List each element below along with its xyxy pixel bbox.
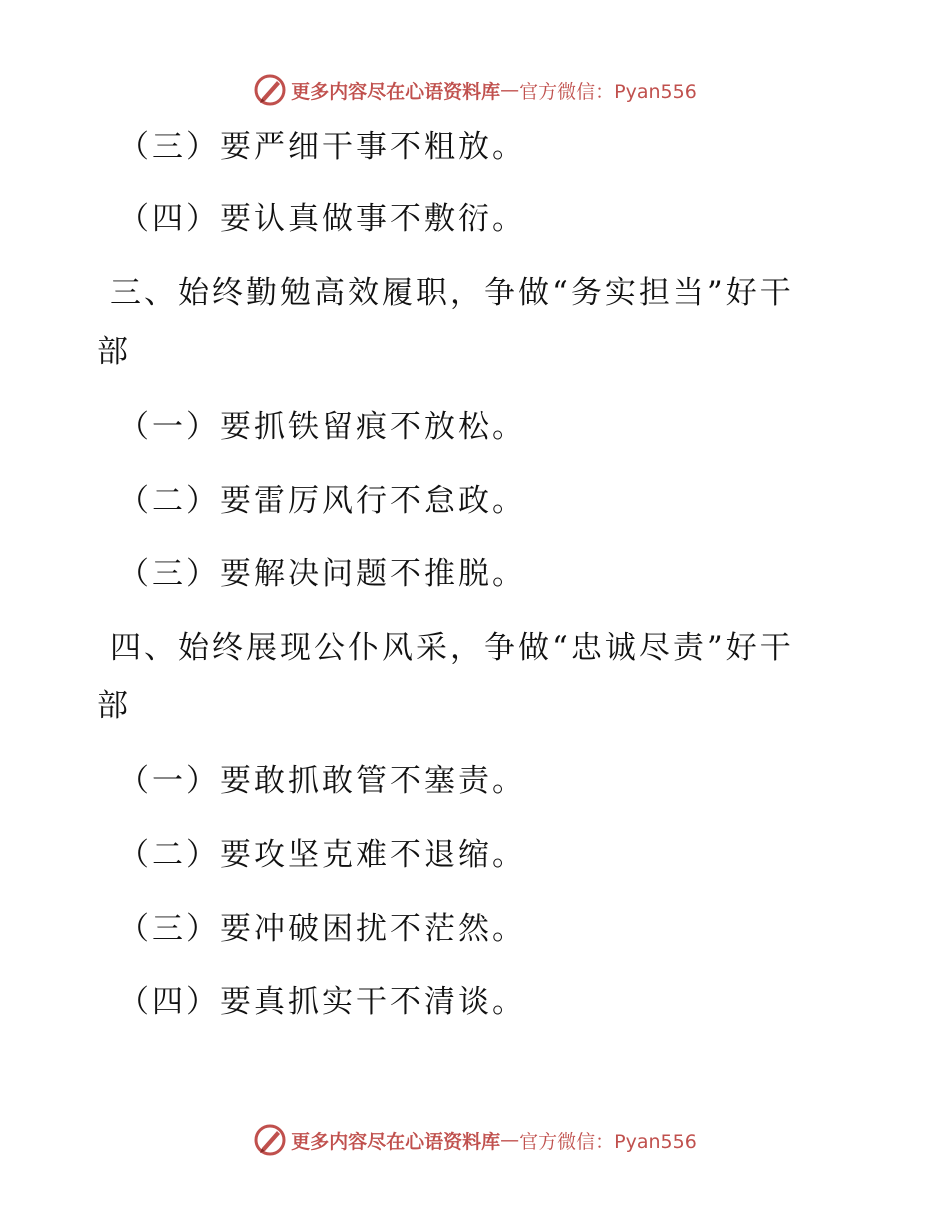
pen-logo-icon bbox=[253, 1123, 287, 1157]
watermark-dash: — bbox=[500, 79, 520, 101]
watermark-sub-text: 官方微信：Pyan556 bbox=[519, 80, 697, 103]
text-line: （四）要真抓实干不清谈。 bbox=[118, 984, 526, 1020]
watermark-main-text: 更多内容尽在心语资料库 bbox=[291, 80, 501, 103]
pen-logo-icon bbox=[253, 73, 287, 107]
text-line: （四）要认真做事不敷衍。 bbox=[118, 201, 526, 237]
section-heading: 四、始终展现公仆风采，争做“忠诚尽责”好干 bbox=[110, 630, 794, 666]
section-heading-continued: 部 bbox=[97, 688, 131, 724]
text-line: （一）要敢抓敢管不塞责。 bbox=[118, 763, 526, 799]
watermark-sub-text: 官方微信：Pyan556 bbox=[519, 1130, 697, 1153]
text-line: （三）要冲破困扰不茫然。 bbox=[118, 911, 526, 947]
footer-watermark bbox=[0, 1120, 950, 1160]
text-line: （一）要抓铁留痕不放松。 bbox=[118, 409, 526, 445]
watermark-main-text: 更多内容尽在心语资料库 bbox=[291, 1130, 501, 1153]
text-line: （三）要解决问题不推脱。 bbox=[118, 556, 526, 592]
text-line: （二）要攻坚克难不退缩。 bbox=[118, 837, 526, 873]
header-watermark bbox=[0, 70, 950, 110]
text-line: （二）要雷厉风行不怠政。 bbox=[118, 483, 526, 519]
text-line: （三）要严细干事不粗放。 bbox=[118, 129, 526, 165]
section-heading: 三、始终勤勉高效履职，争做“务实担当”好干 bbox=[110, 275, 794, 311]
watermark-dash: — bbox=[500, 1129, 520, 1151]
section-heading-continued: 部 bbox=[97, 334, 131, 370]
